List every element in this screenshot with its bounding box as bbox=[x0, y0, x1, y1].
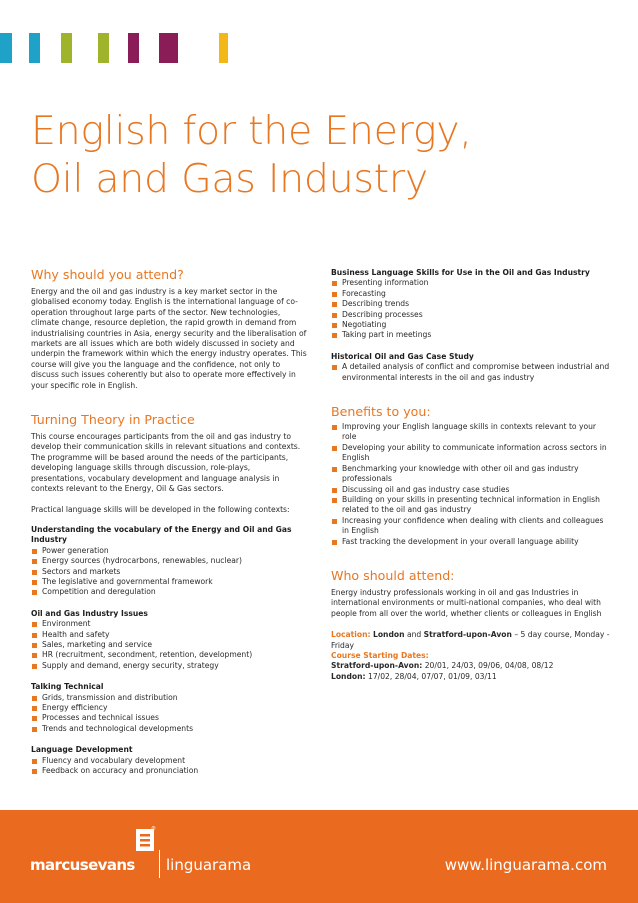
dates-row-1-label: Stratford-upon-Avon: bbox=[331, 661, 423, 671]
list-item: HR (recruitment, secondment, retention, development) bbox=[31, 650, 307, 660]
list-item: The legislative and governmental framework bbox=[31, 577, 307, 587]
list-item: Competition and deregulation bbox=[31, 587, 307, 597]
list-item: Forecasting bbox=[331, 289, 611, 299]
list-item: Fluency and vocabulary development bbox=[31, 756, 307, 766]
color-bar bbox=[0, 33, 12, 63]
list-item: Health and safety bbox=[31, 630, 307, 640]
color-bar bbox=[159, 33, 178, 63]
left-sections bbox=[31, 525, 307, 777]
list-item: Negotiating bbox=[331, 320, 611, 330]
dates-row-2-value: 17/02, 28/04, 07/07, 01/09, 03/11 bbox=[367, 671, 497, 681]
color-bar bbox=[98, 33, 109, 63]
location-label: Location: bbox=[331, 630, 371, 640]
list-item: Benchmarking your knowledge with other oil and gas industry professionals bbox=[331, 464, 611, 485]
why-body: Energy and the oil and gas industry is a key market sector in the globalised economy today. English is the international language of co-operation throughout large parts of the sector. New technologies, climate change, resource depletion, the rapid growth in demand from industrialising countries in Asia, energy security and the liberalisation of markets are all issues which are both widely discussed in society and underpin the framework within which the energy industry operates. This course will give you the language and the confidence, not only to discuss such issues coherently but also to operate more effectively in your specific role in English. bbox=[31, 287, 307, 390]
list-item: Energy sources (hydrocarbons, renewables, nuclear) bbox=[31, 556, 307, 566]
section-list bbox=[331, 362, 611, 383]
list-item: Grids, transmission and distribution bbox=[31, 693, 307, 703]
decorative-color-bars bbox=[0, 33, 240, 63]
color-bar bbox=[219, 33, 228, 63]
list-item: Describing processes bbox=[331, 310, 611, 320]
marcus-evans-logo bbox=[30, 856, 135, 874]
list-item: Supply and demand, energy security, strategy bbox=[31, 661, 307, 671]
list-item: Discussing oil and gas industry case studies bbox=[331, 485, 611, 495]
color-bar bbox=[29, 33, 40, 63]
list-item: Increasing your confidence when dealing with clients and colleagues in English bbox=[331, 516, 611, 537]
list-item: Taking part in meetings bbox=[331, 330, 611, 340]
title-line-1: English for the Energy, bbox=[31, 108, 472, 154]
logo-text-rest: evans bbox=[88, 856, 135, 874]
benefits-list bbox=[331, 422, 611, 547]
website-url[interactable]: www.linguarama.com bbox=[444, 856, 607, 874]
who-heading: Who should attend: bbox=[331, 567, 455, 583]
left-column bbox=[31, 268, 307, 776]
dates-row-2-label: London: bbox=[331, 671, 366, 681]
dates-row-1-value: 20/01, 24/03, 09/06, 04/08, 08/12 bbox=[424, 661, 554, 671]
turning-body: This course encourages participants from the oil and gas industry to develop their communication skills in relevant situations and contexts. The programme will be based around the needs of the participants, developing language skills through discussion, role-plays, presentations, vocabulary development and language analysis in contexts relevant to the Energy, Oil & Gas sectors. bbox=[31, 432, 301, 494]
section-title: Oil and Gas Industry Issues bbox=[31, 608, 148, 618]
list-item: Building on your skills in presenting technical information in English related to the oil and gas industry bbox=[331, 495, 611, 516]
page-title bbox=[31, 108, 621, 204]
list-item: Environment bbox=[31, 619, 307, 629]
list-item: Energy efficiency bbox=[31, 703, 307, 713]
marcus-evans-logo-icon bbox=[136, 829, 154, 851]
location-city-2: Stratford-upon-Avon bbox=[423, 630, 512, 640]
who-body: Energy industry professionals working in oil and gas Industries in international environments or multi-national companies, who deal with people from all over the world, whether clients or colleagues in English bbox=[331, 587, 602, 618]
section-title: Understanding the vocabulary of the Energy and Oil and Gas Industry bbox=[31, 524, 292, 545]
footer-divider bbox=[159, 850, 160, 878]
list-item: Processes and technical issues bbox=[31, 713, 307, 723]
color-bar bbox=[61, 33, 72, 63]
list-item: A detailed analysis of conflict and compromise between industrial and environmental interests in the oil and gas industry bbox=[331, 362, 611, 383]
section-title: Language Development bbox=[31, 745, 133, 755]
list-item: Improving your English language skills in contexts relevant to your role bbox=[331, 422, 611, 443]
section-list bbox=[31, 546, 307, 598]
location-and: and bbox=[406, 630, 422, 640]
dates-row-1 bbox=[331, 661, 611, 671]
list-item: Sectors and markets bbox=[31, 567, 307, 577]
dates-row-2 bbox=[331, 672, 611, 682]
list-item: Power generation bbox=[31, 546, 307, 556]
why-heading: Why should you attend? bbox=[31, 267, 184, 282]
list-item: Describing trends bbox=[331, 299, 611, 309]
right-column bbox=[331, 268, 611, 682]
logo-registered-mark: ® bbox=[151, 826, 156, 832]
turning-heading: Turning Theory in Practice bbox=[31, 412, 195, 428]
location-line bbox=[331, 630, 611, 651]
brand-name: linguarama bbox=[166, 856, 252, 874]
list-item: Feedback on accuracy and pronunciation bbox=[31, 766, 307, 776]
location-suffix: – 5 day course, Monday - Friday bbox=[331, 630, 610, 650]
section-title: Talking Technical bbox=[31, 682, 104, 692]
list-item: Developing your ability to communicate information across sectors in English bbox=[331, 443, 611, 464]
list-item: Fast tracking the development in your overall language ability bbox=[331, 537, 611, 547]
benefits-heading: Benefits to you: bbox=[331, 404, 431, 420]
turning-intro: Practical language skills will be developed in the following contexts: bbox=[31, 504, 290, 514]
section-title: Historical Oil and Gas Case Study bbox=[331, 351, 474, 361]
section-list bbox=[31, 619, 307, 671]
logo-text-bold: marcus bbox=[30, 856, 89, 874]
right-sections bbox=[331, 268, 611, 383]
list-item: Presenting information bbox=[331, 278, 611, 288]
section-list bbox=[331, 278, 611, 340]
title-line-2: Oil and Gas Industry bbox=[31, 155, 428, 202]
section-title: Business Language Skills for Use in the Oil and Gas Industry bbox=[331, 268, 590, 277]
location-city-1: London bbox=[373, 630, 405, 640]
list-item: Trends and technological developments bbox=[31, 724, 307, 734]
dates-label: Course Starting Dates: bbox=[331, 650, 429, 660]
color-bar bbox=[128, 33, 139, 63]
section-list bbox=[31, 693, 307, 735]
list-item: Sales, marketing and service bbox=[31, 640, 307, 650]
section-list bbox=[31, 756, 307, 777]
